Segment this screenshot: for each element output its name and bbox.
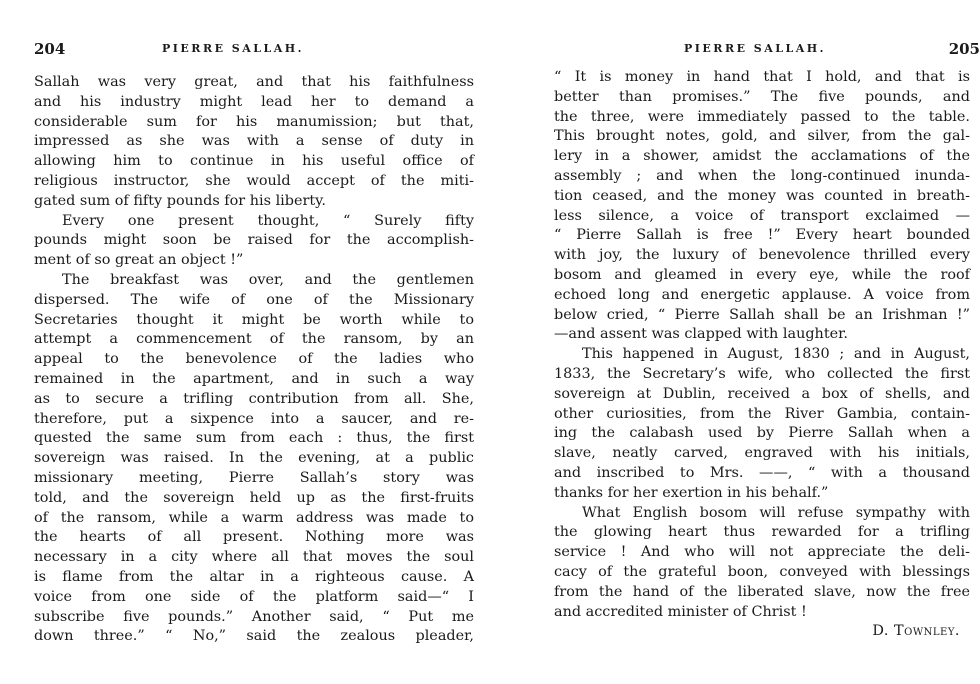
right-page-text [540,68,980,622]
text-line: pounds might soon be raised for the accomplish- [34,232,474,249]
left-page-text [34,73,474,647]
page-number: 204 [34,40,66,58]
text-line: tion ceased, and the money was counted in breath- [554,187,970,204]
text-line: and inscribed to Mrs. ——, “ with a thousand [554,464,970,481]
right-page [540,0,980,642]
text-line: Secretaries thought it might be worth while to [34,311,474,328]
right-page-header [540,0,980,60]
text-line: allowing him to continue in his useful office of [34,153,474,170]
text-line: sovereign at Dublin, received a box of shells, and [554,385,970,402]
text-line: less silence, a voice of transport exclaimed — [554,207,970,224]
text-line: necessary in a city where all that moves the soul [34,549,474,566]
page-number: 205 [948,40,980,58]
text-line: lery in a shower, amidst the acclamations of the [554,148,970,165]
text-line: thanks for her exertion in his behalf.” [554,484,829,501]
text-line: therefore, put a sixpence into a saucer, and re- [34,410,474,427]
text-line: from the hand of the liberated slave, now the free [554,583,970,600]
text-line: This happened in August, 1830 ; and in August, [582,346,970,363]
text-line: The breakfast was over, and the gentlemen [62,271,474,288]
text-line: the hearts of all present. Nothing more was [34,529,474,546]
text-line: appeal to the benevolence of the ladies who [34,351,474,368]
running-head: PIERRE SALLAH. [684,42,827,55]
text-line: Every one present thought, “ Surely fifty [62,212,474,229]
text-line: What English bosom will refuse sympathy with [582,504,970,521]
text-line: as to secure a trifling contribution from all. She, [34,390,474,407]
text-line: This brought notes, gold, and silver, from the gal- [554,128,970,145]
text-line: the three, were immediately passed to the table. [554,108,970,125]
text-line: bosom and gleamed in every eye, while the roof [554,266,970,283]
signature: D. Townley. [872,623,960,640]
text-line: cacy of the grateful boon, conveyed with blessings [554,563,970,580]
text-line: assembly ; and when the long-continued inunda- [554,167,970,184]
text-line: with joy, the luxury of benevolence thrilled every [554,247,970,264]
running-head: PIERRE SALLAH. [162,42,305,55]
text-line: other curiosities, from the River Gambia, contain- [554,405,970,422]
text-line: better than promises.” The five pounds, and [554,88,970,105]
text-line: service ! And who will not appreciate the deli- [554,544,970,561]
text-line: and accredited minister of Christ ! [554,603,807,620]
text-line: —and assent was clapped with laughter. [554,326,848,343]
text-line: “ Pierre Sallah is free !” Every heart bounded [554,227,970,244]
text-line: attempt a commencement of the ransom, by an [34,331,474,348]
left-page [34,0,474,647]
text-line: impressed as she was with a sense of duty in [34,133,474,150]
text-line: 1833, the Secretary’s wife, who collected the first [554,365,970,382]
text-line: and his industry might lead her to demand a [34,93,474,110]
text-line: ment of so great an object !” [34,252,244,269]
text-line: quested the same sum from each : thus, the first [34,430,474,447]
text-line: down three.” “ No,” said the zealous pleader, [34,628,474,645]
text-line: considerable sum for his manumission; but that, [34,113,474,130]
text-line: of the ransom, while a warm address was made to [34,509,474,526]
text-line: religious instructor, she would accept of the miti- [34,172,474,189]
text-line: is flame from the altar in a righteous cause. A [34,568,474,585]
text-line: dispersed. The wife of one of the Missionary [34,291,474,308]
text-line: slave, neatly carved, engraved with his initials, [554,445,970,462]
text-line: sovereign was raised. In the evening, at a public [34,450,474,467]
text-line: voice from one side of the platform said—“ I [34,588,474,605]
text-line: missionary meeting, Pierre Sallah’s story was [34,469,474,486]
text-line: the glowing heart thus rewarded for a trifling [554,524,970,541]
text-line: remained in the apartment, and in such a way [34,370,474,387]
left-page-header [34,0,474,60]
text-line: “ It is money in hand that I hold, and that is [554,69,970,85]
text-line: Sallah was very great, and that his faithfulness [34,74,474,90]
text-line: ing the calabash used by Pierre Sallah when a [554,425,970,442]
text-line: gated sum of fifty pounds for his liberty. [34,192,326,209]
text-line: subscribe five pounds.” Another said, “ Put me [34,608,474,625]
text-line: told, and the sovereign held up as the first-fruits [34,489,474,506]
text-line: echoed long and energetic applause. A voice from [554,286,970,303]
text-line: below cried, “ Pierre Sallah shall be an Irishman !” [554,306,970,323]
